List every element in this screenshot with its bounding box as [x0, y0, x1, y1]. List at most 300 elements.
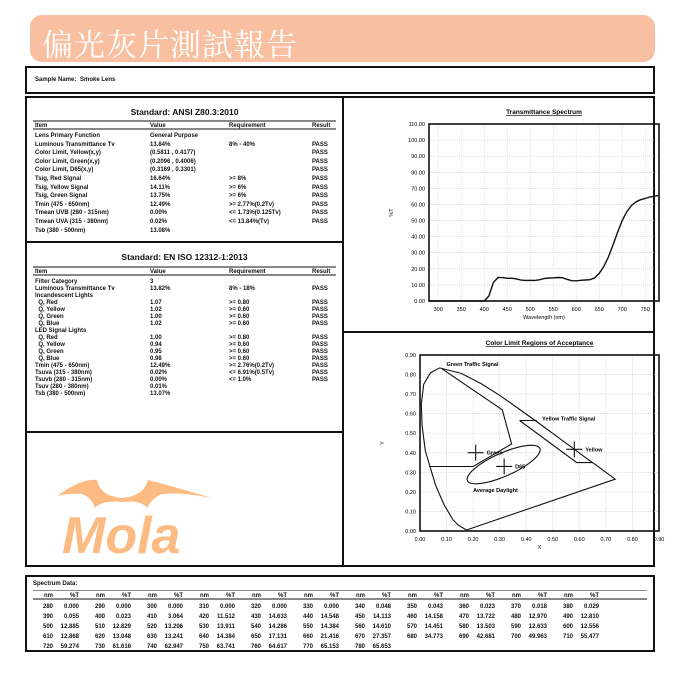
t-cell: 14.384 — [320, 624, 339, 630]
item-cell: Tsuv (280 - 380nm) — [35, 384, 89, 390]
t-cell: 14.384 — [216, 634, 235, 640]
result-cell: PASS — [312, 314, 328, 320]
result-cell: PASS — [312, 210, 328, 217]
table-row — [33, 299, 336, 306]
requirement-cell: <= 13.84%(Tv) — [229, 218, 270, 225]
y-tick-label: 30.00 — [411, 250, 425, 257]
t-cell — [577, 642, 603, 652]
table-row — [33, 175, 336, 184]
divider — [27, 241, 342, 243]
item-cell: Tmin (475 - 650nm) — [35, 363, 90, 369]
nm-cell: 610 — [42, 634, 53, 640]
table-row — [33, 141, 336, 150]
nm-cell: 590 — [510, 624, 521, 630]
x-tick-label: 0.80 — [627, 537, 638, 543]
t-cell: 0.023 — [115, 614, 131, 620]
nm-cell: 670 — [354, 634, 365, 640]
t-header: %T — [122, 593, 131, 599]
nm-cell: 490 — [562, 614, 573, 620]
x-tick-label: 700 — [617, 307, 627, 313]
y-tick-label: 110.00 — [408, 122, 425, 128]
nm-cell: 340 — [354, 604, 365, 610]
t-cell: 13.048 — [112, 634, 131, 640]
t-cell: 12.868 — [60, 634, 79, 640]
nm-cell: 310 — [198, 604, 209, 610]
column-header: Result — [312, 269, 331, 275]
y-tick-label: 80.00 — [411, 170, 425, 177]
nm-cell: 400 — [94, 614, 105, 620]
ansi-table — [33, 120, 336, 235]
result-cell: PASS — [312, 175, 328, 182]
y-tick-label: 0.80 — [405, 372, 416, 379]
chart-title: Transmittance Spectrum — [506, 109, 582, 116]
result-cell: PASS — [312, 141, 328, 148]
table-row — [33, 132, 336, 141]
y-tick-label: 20.00 — [411, 266, 425, 273]
table-row — [33, 383, 336, 390]
requirement-cell: 8% - 40% — [229, 141, 256, 148]
nm-cell: 500 — [42, 624, 53, 630]
t-cell: 0.043 — [427, 604, 443, 610]
nm-header: nm — [252, 593, 261, 599]
item-cell: Color Limit, Yellow(x,y) — [35, 150, 101, 157]
requirement-cell: >= 0.60 — [229, 314, 250, 320]
column-header: Requirement — [229, 269, 266, 275]
t-cell: 0.048 — [375, 604, 391, 610]
x-tick-label: 0.50 — [547, 537, 559, 543]
result-cell: PASS — [312, 150, 328, 157]
t-cell: 55.477 — [580, 634, 599, 640]
item-cell: Tsuvb (280 - 315nm) — [35, 377, 93, 383]
value-cell: 13.75% — [150, 193, 171, 200]
x-tick-label: 650 — [594, 307, 604, 313]
item-cell: Q, Green — [35, 349, 64, 355]
sample-name-box — [25, 66, 655, 94]
nm-cell: 470 — [458, 614, 469, 620]
y-tick-label: 0.10 — [405, 509, 416, 516]
t-cell: 0.000 — [115, 604, 131, 610]
nm-cell: 580 — [458, 624, 469, 630]
value-cell: 0.01% — [150, 384, 168, 390]
nm-cell — [447, 642, 473, 652]
value-cell: 0.94 — [150, 342, 162, 348]
value-cell: (0.5811 , 0.4177) — [150, 150, 196, 157]
y-tick-label: 100.00 — [408, 138, 425, 145]
value-cell: 0.00% — [150, 377, 168, 383]
t-cell: 59.274 — [60, 644, 79, 650]
x-tick-label: 0.10 — [441, 537, 452, 543]
t-cell: 11.512 — [216, 614, 235, 620]
result-cell: PASS — [312, 201, 328, 208]
value-cell: (0.2096 , 0.4006) — [150, 158, 196, 165]
item-cell: Q, Yellow — [35, 342, 65, 348]
table-row — [33, 369, 336, 376]
nm-cell: 510 — [94, 624, 105, 630]
result-cell: PASS — [312, 300, 328, 306]
region-label: Average Daylight — [473, 487, 518, 494]
divider — [27, 431, 342, 433]
nm-cell: 600 — [562, 624, 573, 630]
value-cell: 14.11% — [150, 184, 171, 191]
y-tick-label: 70.00 — [411, 186, 425, 193]
requirement-cell: >= 2.76%(0.2Tv) — [229, 363, 275, 369]
nm-cell: 530 — [198, 624, 209, 630]
column-header: Value — [150, 123, 166, 129]
y-tick-label: 60.00 — [411, 202, 425, 209]
table-row — [33, 355, 336, 362]
result-cell: PASS — [312, 158, 328, 165]
nm-cell: 710 — [562, 634, 573, 640]
nm-header: nm — [200, 593, 209, 599]
y-tick-label: 0.90 — [405, 353, 416, 359]
t-header: %T — [278, 593, 287, 599]
table-row — [33, 201, 336, 210]
requirement-cell: >= 6% — [229, 193, 247, 200]
nm-cell: 380 — [562, 604, 573, 610]
value-cell: 12.49% — [150, 201, 171, 208]
t-cell: 34.773 — [424, 634, 443, 640]
t-header: %T — [174, 593, 183, 599]
nm-cell: 410 — [146, 614, 157, 620]
x-tick-label: 500 — [525, 307, 535, 313]
report-title-banner — [30, 15, 655, 62]
sample-name-value: Smoke Lens — [80, 77, 116, 83]
value-cell: 1.00 — [150, 314, 162, 320]
t-cell: 12.885 — [60, 624, 79, 630]
item-cell: Tmean UVB (280 - 315nm) — [35, 210, 109, 217]
nm-cell: 650 — [250, 634, 261, 640]
y-tick-label: 0.30 — [405, 470, 416, 477]
value-cell: General Purpose — [150, 133, 199, 139]
y-tick-label: 10.00 — [411, 282, 425, 289]
table-row — [33, 390, 336, 397]
result-cell: PASS — [312, 286, 328, 292]
nm-cell: 350 — [406, 604, 417, 610]
t-cell: 12.970 — [528, 614, 547, 620]
y-tick-label: 0.00 — [414, 299, 425, 305]
nm-cell: 780 — [354, 644, 365, 650]
spectrum-title: Spectrum Data: — [33, 581, 78, 587]
y-tick-label: 0.40 — [405, 450, 416, 457]
nm-cell: 760 — [250, 644, 261, 650]
item-cell: Tsig, Red Signal — [35, 175, 82, 182]
item-cell: Tsb (380 - 500nm) — [35, 227, 86, 234]
point-marker — [566, 441, 582, 457]
t-cell: 63.741 — [216, 644, 235, 650]
item-cell: Luminous Transmittance Tv — [35, 286, 115, 292]
nm-cell: 390 — [42, 614, 53, 620]
item-cell: Q, Green — [35, 314, 64, 320]
value-cell: 16.64% — [150, 175, 171, 182]
table-row — [33, 192, 336, 201]
t-cell: 0.023 — [479, 604, 495, 610]
item-cell: Filter Category — [35, 279, 78, 285]
ansi-title: Standard: ANSI Z80.3:2010 — [130, 107, 239, 117]
results-panel — [25, 96, 665, 567]
y-tick-label: 90.00 — [411, 154, 425, 161]
result-cell: PASS — [312, 356, 328, 362]
x-tick-label: 0.70 — [600, 537, 612, 543]
nm-cell: 570 — [406, 624, 417, 630]
table-row — [33, 278, 336, 285]
nm-cell — [551, 642, 577, 652]
y-tick-label: 0.50 — [405, 431, 416, 438]
x-tick-label: 450 — [502, 307, 512, 313]
table-row — [33, 149, 336, 158]
nm-cell: 360 — [458, 604, 469, 610]
t-cell: 13.206 — [164, 624, 183, 630]
t-cell — [525, 642, 551, 652]
column-header: Item — [35, 269, 48, 275]
t-cell: 0.000 — [323, 604, 339, 610]
t-cell: 0.000 — [63, 604, 79, 610]
value-cell: 0.02% — [150, 370, 168, 376]
x-tick-label: 0.90 — [653, 537, 665, 543]
value-cell: 0.02% — [150, 218, 168, 225]
value-cell: 0.95 — [150, 349, 162, 355]
nm-cell: 560 — [354, 624, 365, 630]
t-cell: 27.357 — [372, 634, 391, 640]
nm-cell: 720 — [42, 644, 53, 650]
requirement-cell: >= 0.60 — [229, 342, 250, 348]
t-cell: 12.810 — [580, 614, 599, 620]
table-row — [33, 292, 336, 299]
table-row — [33, 285, 336, 292]
y-tick-label: 0.20 — [405, 489, 416, 496]
result-cell: PASS — [312, 342, 328, 348]
value-cell: 0.98 — [150, 356, 162, 362]
table-row — [33, 334, 336, 341]
nm-header: nm — [44, 593, 53, 599]
iso-table — [33, 266, 336, 397]
nm-cell: 450 — [354, 614, 365, 620]
spectrum-data-box — [25, 575, 655, 652]
t-cell: 49.963 — [528, 634, 547, 640]
table-row — [33, 218, 336, 227]
t-cell: 3.064 — [167, 614, 183, 620]
t-header: %T — [70, 593, 79, 599]
item-cell: Q, Red — [35, 300, 58, 306]
value-cell: 1.00 — [150, 335, 162, 341]
table-row — [33, 327, 336, 334]
item-cell: Tsig, Yellow Signal — [35, 184, 89, 191]
nm-header: nm — [460, 593, 469, 599]
requirement-cell: >= 8% — [229, 175, 247, 182]
requirement-cell: <= 1.0% — [229, 377, 252, 383]
t-cell: 0.018 — [531, 604, 547, 610]
y-tick-label: 0.60 — [405, 411, 416, 418]
y-tick-label: 50.00 — [411, 218, 425, 225]
table-row — [33, 348, 336, 355]
nm-header: nm — [148, 593, 157, 599]
value-cell: 13.08% — [150, 227, 171, 234]
t-cell: 14.113 — [372, 614, 391, 620]
t-cell: 13.911 — [216, 624, 235, 630]
value-cell: (0.3169 , 0.3301) — [150, 167, 196, 174]
logo-text: Mola — [62, 507, 181, 565]
t-header: %T — [226, 593, 235, 599]
t-cell — [473, 642, 499, 652]
t-header: %T — [538, 593, 547, 599]
item-cell: Luminous Transmittance Tv — [35, 141, 115, 148]
t-cell: 13.503 — [476, 624, 495, 630]
column-header: Result — [312, 123, 331, 129]
requirement-cell: >= 0.80 — [229, 335, 250, 341]
nm-cell: 300 — [146, 604, 157, 610]
value-cell: 13.82% — [150, 286, 171, 292]
result-cell: PASS — [312, 184, 328, 191]
result-cell: PASS — [312, 335, 328, 341]
nm-header: nm — [564, 593, 573, 599]
x-tick-label: 550 — [548, 307, 558, 313]
result-cell: PASS — [312, 321, 328, 327]
t-cell: 61.616 — [112, 644, 131, 650]
column-header: Item — [35, 123, 48, 129]
spectrum-rows — [31, 602, 603, 652]
y-axis-label: %T — [389, 208, 395, 217]
table-row — [33, 376, 336, 383]
item-cell: Q, Yellow — [35, 307, 65, 313]
table-header — [33, 266, 336, 276]
t-cell: 17.131 — [268, 634, 287, 640]
t-cell: 14.633 — [268, 614, 287, 620]
t-cell: 42.681 — [476, 634, 495, 640]
nm-cell: 520 — [146, 624, 157, 630]
t-cell: 0.000 — [271, 604, 287, 610]
t-cell: 12.829 — [112, 624, 131, 630]
x-tick-label: 600 — [571, 307, 581, 313]
nm-header: nm — [512, 593, 521, 599]
nm-cell — [499, 642, 525, 652]
nm-cell: 750 — [198, 644, 209, 650]
t-cell: 64.617 — [268, 644, 287, 650]
nm-cell: 290 — [94, 604, 105, 610]
mola-logo — [52, 468, 222, 565]
requirement-cell: >= 0.60 — [229, 349, 250, 355]
nm-cell: 460 — [406, 614, 417, 620]
y-tick-label: 40.00 — [411, 234, 425, 241]
t-cell: 13.722 — [476, 614, 495, 620]
t-header: %T — [382, 593, 391, 599]
nm-cell: 550 — [302, 624, 313, 630]
iso-title: Standard: EN ISO 12312-1:2013 — [121, 252, 248, 262]
value-cell: 13.07% — [150, 391, 171, 397]
x-tick-label: 750 — [640, 307, 650, 313]
item-cell: Tsig, Green Signal — [35, 193, 88, 200]
x-axis-label: X — [537, 545, 542, 551]
value-cell: 1.07 — [150, 300, 162, 306]
sample-name-label: Sample Name: — [35, 77, 77, 83]
table-row — [33, 158, 336, 167]
report-title: 偏光灰片測試報告 — [42, 28, 298, 64]
nm-cell: 680 — [406, 634, 417, 640]
x-tick-label: 0.30 — [494, 537, 506, 543]
t-header: %T — [330, 593, 339, 599]
nm-header: nm — [304, 593, 313, 599]
nm-cell: 480 — [510, 614, 521, 620]
table-row — [33, 184, 336, 193]
nm-cell: 770 — [302, 644, 313, 650]
requirement-cell: <= 1.73%(0.125Tv) — [229, 210, 281, 217]
region-label: Green Traffic Signal — [446, 361, 499, 368]
result-cell: PASS — [312, 363, 328, 369]
nm-cell: 730 — [94, 644, 105, 650]
requirement-cell: >= 0.60 — [229, 356, 250, 362]
item-cell: Color Limit, Green(x,y) — [35, 158, 100, 165]
t-header: %T — [486, 593, 495, 599]
y-tick-label: 0.70 — [405, 392, 416, 399]
chart-title: Color Limit Regions of Acceptance — [485, 340, 594, 347]
table-row — [33, 362, 336, 369]
t-header: %T — [590, 593, 599, 599]
item-cell: Tsuva (315 - 380nm) — [35, 370, 92, 376]
item-cell: Q, Red — [35, 335, 58, 341]
requirement-cell: >= 0.60 — [229, 307, 250, 313]
t-cell: 0.000 — [219, 604, 235, 610]
t-cell: 0.000 — [167, 604, 183, 610]
table-row — [33, 313, 336, 320]
nm-cell: 330 — [302, 604, 313, 610]
result-cell: PASS — [312, 167, 328, 174]
t-cell: 21.416 — [320, 634, 339, 640]
nm-cell: 320 — [250, 604, 261, 610]
x-tick-label: 0.60 — [573, 537, 585, 543]
item-cell: Q, Blue — [35, 321, 60, 327]
value-cell: 1.02 — [150, 307, 162, 313]
region-label: Yellow Traffic Signal — [542, 416, 596, 423]
item-cell: Tmean UVA (315 - 380nm) — [35, 218, 109, 225]
x-tick-label: 400 — [479, 307, 489, 313]
table-row — [33, 320, 336, 327]
x-axis-label: Wavelength (nm) — [523, 315, 565, 321]
table-row — [33, 166, 336, 175]
nm-header: nm — [96, 593, 105, 599]
nm-cell: 440 — [302, 614, 313, 620]
nm-cell: 620 — [94, 634, 105, 640]
nm-header: nm — [408, 593, 417, 599]
item-cell: Lens Primary Function — [35, 133, 101, 139]
nm-cell: 540 — [250, 624, 261, 630]
table-header — [33, 120, 336, 130]
t-cell: 14.451 — [424, 624, 443, 630]
t-cell: 0.055 — [63, 614, 79, 620]
point-label: Green — [486, 450, 503, 457]
value-cell: 1.02 — [150, 321, 162, 327]
y-axis-label: Y — [380, 441, 386, 445]
transmittance-chart — [344, 98, 655, 333]
color-limit-chart — [344, 333, 665, 565]
item-cell: Color Limit, D65(x,y) — [35, 167, 94, 174]
x-tick-label: 350 — [456, 307, 466, 313]
point-label: Yellow — [585, 447, 603, 454]
nm-header: nm — [356, 593, 365, 599]
requirement-cell: >= 6% — [229, 184, 247, 191]
nm-cell: 630 — [146, 634, 157, 640]
nm-cell: 370 — [510, 604, 521, 610]
t-cell: 65.153 — [320, 644, 339, 650]
x-tick-label: 0.20 — [467, 537, 479, 543]
item-cell: Tsb (380 - 500nm) — [35, 391, 86, 397]
t-cell: 12.556 — [580, 624, 599, 630]
t-cell: 65.653 — [372, 644, 391, 650]
t-header: %T — [434, 593, 443, 599]
result-cell: PASS — [312, 193, 328, 200]
nm-cell: 280 — [42, 604, 53, 610]
table-row — [33, 227, 336, 236]
region-boundary — [520, 421, 593, 463]
result-cell: PASS — [312, 218, 328, 225]
nm-cell: 740 — [146, 644, 157, 650]
